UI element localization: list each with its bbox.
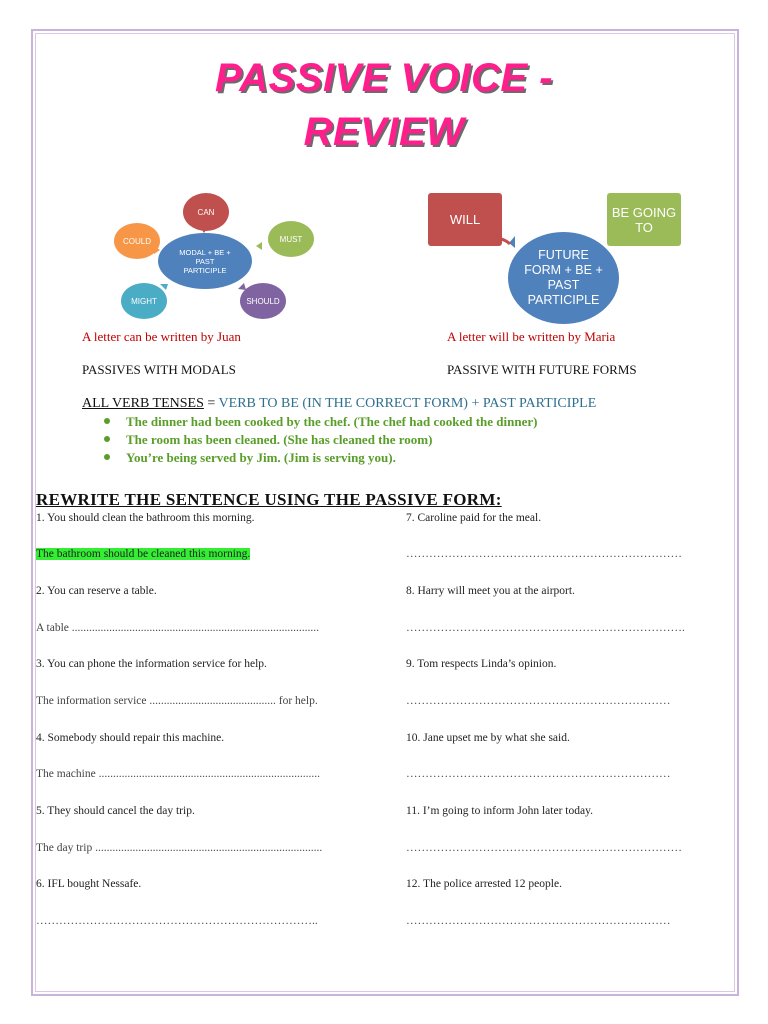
modal-node-can: CAN	[183, 193, 229, 231]
exercise-answer: The information service ............................................ for help.	[36, 695, 318, 707]
exercise-answer: ……………………………………………………………	[406, 768, 671, 780]
exercise-answer: The bathroom should be cleaned this morning.	[36, 548, 251, 560]
modal-node-should: SHOULD	[240, 283, 286, 319]
exercise-answer: ………………………………………………………………	[406, 842, 682, 854]
exercise-question: 2. You can reserve a table.	[36, 585, 157, 597]
exercise-answer: A table ......................................................................................	[36, 622, 320, 634]
modal-label: PASSIVES WITH MODALS	[82, 362, 236, 377]
title-line-2: REVIEW	[303, 110, 465, 154]
modal-diagram-arrows	[0, 0, 768, 330]
arrow-must	[256, 242, 262, 250]
exercise-question: 12. The police arrested 12 people.	[406, 878, 562, 890]
modal-example: A letter can be written by Juan	[82, 329, 241, 344]
exercise-answer: ……………………………………………………………….	[406, 622, 685, 634]
exercise-question: 3. You can phone the information service for help.	[36, 658, 267, 670]
exercise-answer: ……………………………………………………………	[406, 695, 671, 707]
tenses-example: The dinner had been cooked by the chef. (The chef had cooked the dinner)	[104, 414, 537, 430]
bullet-icon	[104, 454, 110, 460]
tenses-equals: =	[203, 396, 219, 411]
bullet-icon	[104, 436, 110, 442]
exercise-question: 6. IFL bought Nessafe.	[36, 878, 142, 890]
exercise-question: 7. Caroline paid for the meal.	[406, 512, 542, 524]
exercise-question: 10. Jane upset me by what she said.	[406, 732, 570, 744]
modal-node-might: MIGHT	[121, 283, 167, 319]
title-line-1: PASSIVE VOICE -	[215, 56, 553, 100]
future-node-will: WILL	[428, 193, 502, 246]
tenses-label: ALL VERB TENSES	[82, 396, 204, 411]
exercise-answer: The day trip ...............................................................................	[36, 842, 323, 854]
bullet-icon	[104, 418, 110, 424]
exercise-answer: ………………………………………………………………	[406, 548, 682, 560]
exercise-question: 9. Tom respects Linda’s opinion.	[406, 658, 557, 670]
exercise-question: 4. Somebody should repair this machine.	[36, 732, 225, 744]
exercise-answer: The machine .............................................................................	[36, 768, 320, 780]
tenses-example: You’re being served by Jim. (Jim is serving you).	[104, 450, 396, 466]
modal-node-must: MUST	[268, 221, 314, 257]
exercise-question: 1. You should clean the bathroom this morning.	[36, 512, 255, 524]
exercise-heading: REWRITE THE SENTENCE USING THE PASSIVE FORM:	[36, 490, 502, 509]
exercise-question: 11. I’m going to inform John later today.	[406, 805, 593, 817]
exercise-question: 8. Harry will meet you at the airport.	[406, 585, 575, 597]
future-center-node: FUTURE FORM + BE + PAST PARTICIPLE	[508, 232, 619, 324]
tenses-example: The room has been cleaned. (She has cleaned the room)	[104, 432, 432, 448]
tenses-rule	[82, 396, 596, 412]
tenses-formula: VERB TO BE (IN THE CORRECT FORM) + PAST PARTICIPLE	[218, 396, 597, 411]
future-node-going: BE GOING TO	[607, 193, 681, 246]
exercise-answer: ……………………………………………………………	[406, 915, 671, 927]
modal-node-could: COULD	[114, 223, 160, 259]
future-label: PASSIVE WITH FUTURE FORMS	[447, 362, 637, 377]
modal-center-node: MODAL + BE + PAST PARTICIPLE	[158, 233, 252, 289]
exercise-question: 5. They should cancel the day trip.	[36, 805, 195, 817]
arrow-will-future	[509, 236, 515, 248]
exercise-answer: ………………………………………………………………..	[36, 915, 318, 927]
future-example: A letter will be written by Maria	[447, 329, 616, 344]
